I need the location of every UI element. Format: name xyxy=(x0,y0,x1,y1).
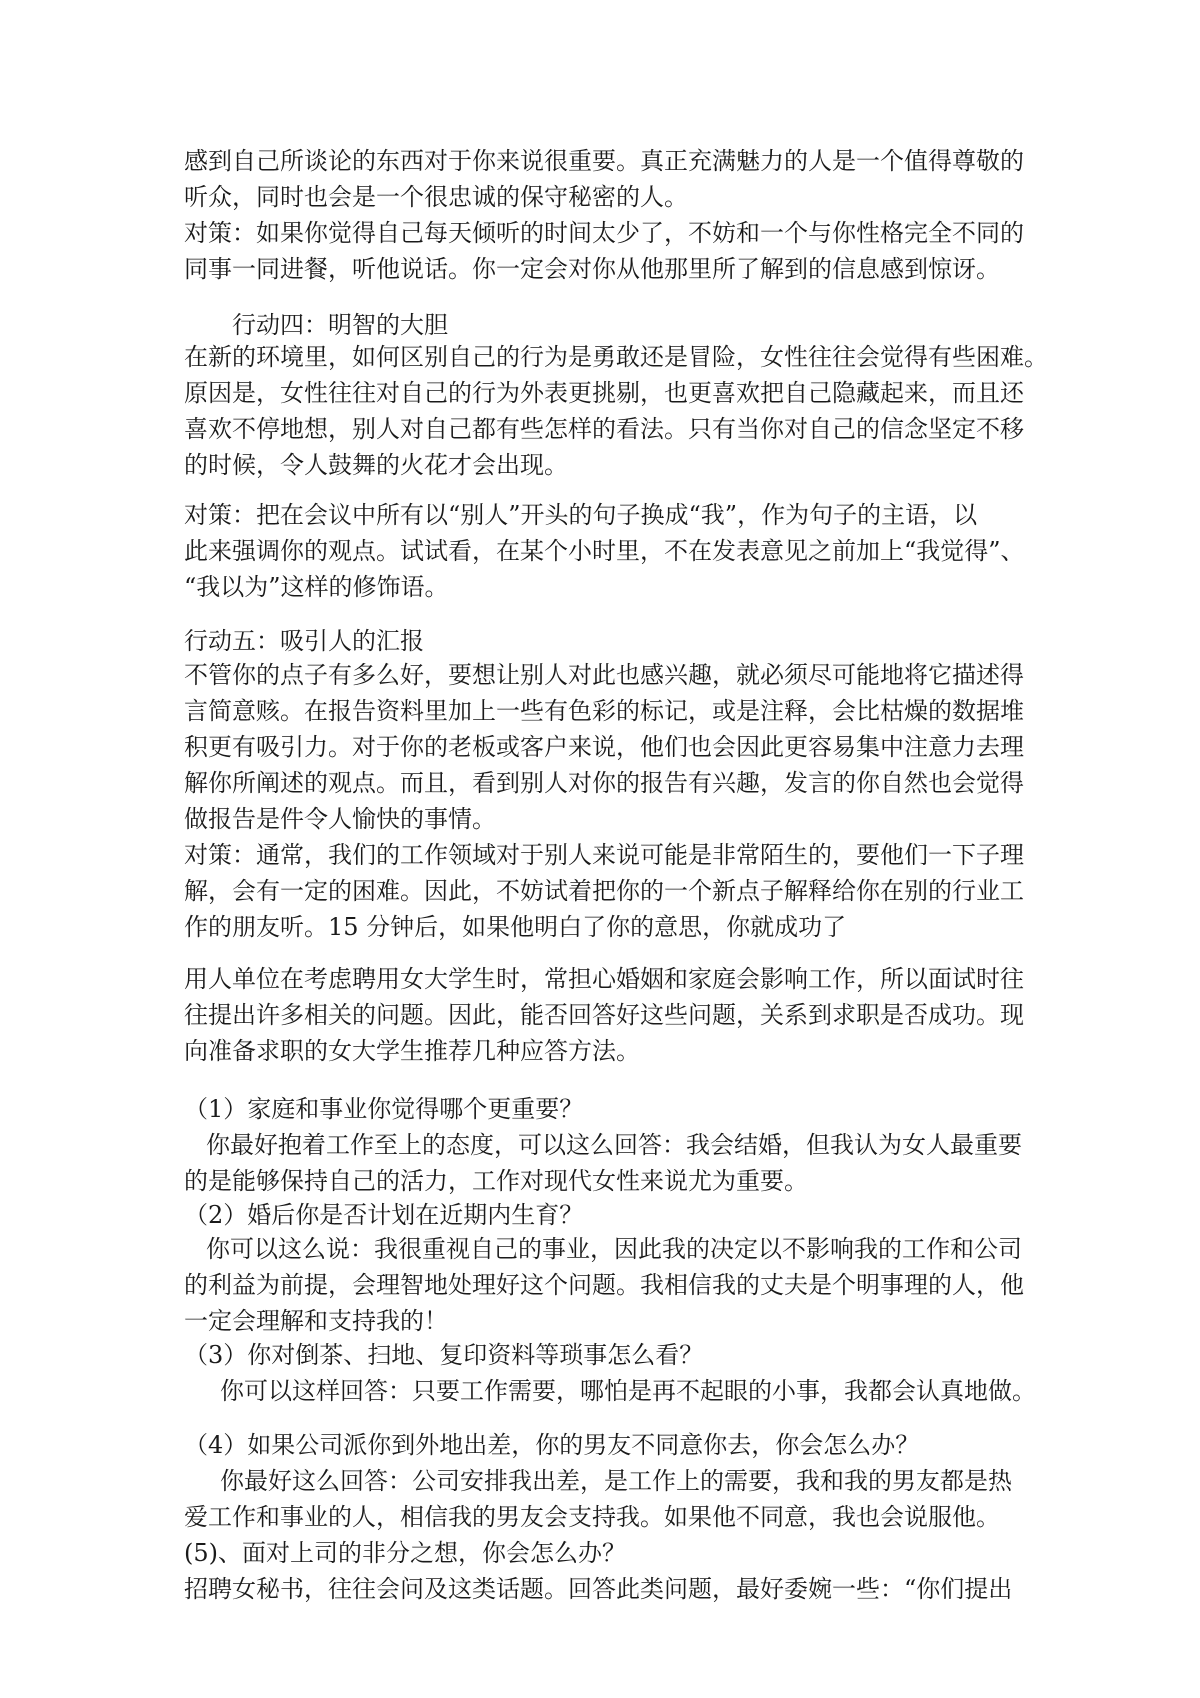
text-line: 原因是，女性往往对自己的行为外表更挑剔，也更喜欢把自己隐藏起来，而且还 xyxy=(184,379,1024,407)
text-line: 不管你的点子有多么好，要想让别人对此也感兴趣，就必须尽可能地将它描述得 xyxy=(184,661,1024,689)
text-line: 爱工作和事业的人，相信我的男友会支持我。如果他不同意，我也会说服他。 xyxy=(184,1503,1000,1531)
text-line: 你可以这么说：我很重视自己的事业，因此我的决定以不影响我的工作和公司 xyxy=(206,1235,1022,1263)
text-line: 你最好这么回答：公司安排我出差，是工作上的需要，我和我的男友都是热 xyxy=(220,1467,1012,1495)
text-line: 的利益为前提，会理智地处理好这个问题。我相信我的丈夫是个明事理的人，他 xyxy=(184,1271,1024,1299)
section-heading: 行动五：吸引人的汇报 xyxy=(184,627,424,655)
text-line: 对策：通常，我们的工作领域对于别人来说可能是非常陌生的，要他们一下子理 xyxy=(184,841,1024,869)
text-line: 作的朋友听。15 分钟后，如果他明白了你的意思，你就成功了 xyxy=(184,913,847,941)
text-line: 的是能够保持自己的活力，工作对现代女性来说尤为重要。 xyxy=(184,1167,808,1195)
question-heading: (5)、面对上司的非分之想，你会怎么办？ xyxy=(184,1539,626,1567)
text-line: “我以为”这样的修饰语。 xyxy=(184,573,449,601)
text-line: 感到自己所谈论的东西对于你来说很重要。真正充满魅力的人是一个值得尊敬的 xyxy=(184,147,1024,175)
text-line: 解你所阐述的观点。而且，看到别人对你的报告有兴趣，发言的你自然也会觉得 xyxy=(184,769,1024,797)
text-line: 此来强调你的观点。试试看，在某个小时里，不在发表意见之前加上“我觉得”、 xyxy=(184,537,1025,565)
text-line: 做报告是件令人愉快的事情。 xyxy=(184,805,496,833)
text-line: 一定会理解和支持我的！ xyxy=(184,1307,448,1335)
text-line: 积更有吸引力。对于你的老板或客户来说，他们也会因此更容易集中注意力去理 xyxy=(184,733,1024,761)
question-heading: （4）如果公司派你到外地出差，你的男友不同意你去，你会怎么办？ xyxy=(184,1431,920,1459)
text-line: 喜欢不停地想，别人对自己都有些怎样的看法。只有当你对自己的信念坚定不移 xyxy=(184,415,1024,443)
text-line: 你可以这样回答：只要工作需要，哪怕是再不起眼的小事，我都会认真地做。 xyxy=(220,1377,1036,1405)
text-line: 的时候，令人鼓舞的火花才会出现。 xyxy=(184,451,568,479)
text-line: 对策：把在会议中所有以“别人”开头的句子换成“我”，作为句子的主语，以 xyxy=(184,501,978,529)
text-line: 对策：如果你觉得自己每天倾听的时间太少了，不妨和一个与你性格完全不同的 xyxy=(184,219,1024,247)
text-line: 言简意赅。在报告资料里加上一些有色彩的标记，或是注释，会比枯燥的数据堆 xyxy=(184,697,1024,725)
text-line: 用人单位在考虑聘用女大学生时，常担心婚姻和家庭会影响工作，所以面试时往 xyxy=(184,965,1024,993)
question-heading: （1）家庭和事业你觉得哪个更重要？ xyxy=(184,1095,584,1123)
text-line: 同事一同进餐，听他说话。你一定会对你从他那里所了解到的信息感到惊讶。 xyxy=(184,255,1000,283)
text-line: 解，会有一定的困难。因此，不妨试着把你的一个新点子解释给你在别的行业工 xyxy=(184,877,1024,905)
text-line: 听众，同时也会是一个很忠诚的保守秘密的人。 xyxy=(184,183,688,211)
text-line: 向准备求职的女大学生推荐几种应答方法。 xyxy=(184,1037,640,1065)
text-line: 往提出许多相关的问题。因此，能否回答好这些问题，关系到求职是否成功。现 xyxy=(184,1001,1024,1029)
section-heading: 行动四：明智的大胆 xyxy=(232,311,448,339)
text-line: 在新的环境里，如何区别自己的行为是勇敢还是冒险，女性往往会觉得有些困难。 xyxy=(184,343,1048,371)
text-line: 你最好抱着工作至上的态度，可以这么回答：我会结婚，但我认为女人最重要 xyxy=(206,1131,1022,1159)
text-line: 招聘女秘书，往往会问及这类话题。回答此类问题，最好委婉一些：“你们提出 xyxy=(184,1575,1013,1603)
question-heading: （2）婚后你是否计划在近期内生育？ xyxy=(184,1201,584,1229)
question-heading: （3）你对倒茶、扫地、复印资料等琐事怎么看？ xyxy=(184,1341,704,1369)
